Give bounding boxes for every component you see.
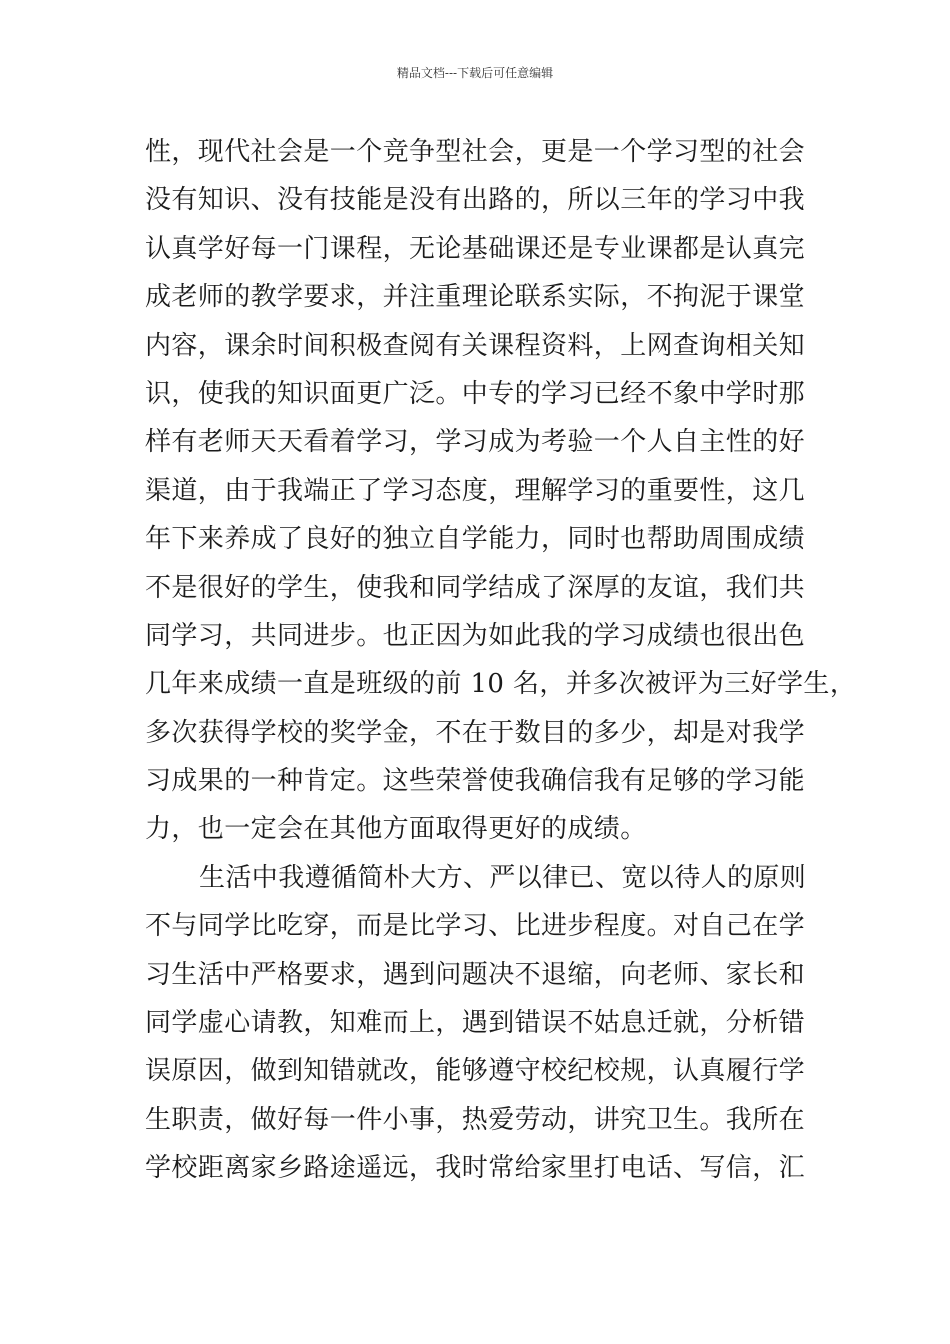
text-line-indented: 生活中我遵循简朴大方、严以律已、宽以待人的原则 xyxy=(199,862,807,893)
text-line: 性，现代社会是一个竞争型社会，更是一个学习型的社会 xyxy=(145,137,806,167)
paragraph-2 xyxy=(145,854,835,1193)
text-line: 多次获得学校的奖学金，不在于数目的多少，却是对我学 xyxy=(145,717,806,748)
text-line: 误原因，做到知错就改，能够遵守校纪校规，认真履行学 xyxy=(145,1056,806,1087)
text-line: 样有老师天天看着学习，学习成为考验一个人自主性的好 xyxy=(145,427,806,458)
text-line: 渠道，由于我端正了学习态度，理解学习的重要性，这几 xyxy=(145,475,806,506)
text-line: 不与同学比吃穿，而是比学习、比进步程度。对自己在学 xyxy=(145,911,806,942)
text-line: 几年来成绩一直是班级的前 10 名，并多次被评为三好学生， xyxy=(145,669,857,700)
text-line: 不是很好的学生，使我和同学结成了深厚的友谊，我们共 xyxy=(145,572,806,603)
text-line: 学校距离家乡路途遥远，我时常给家里打电话、写信，汇 xyxy=(145,1153,806,1184)
text-line: 习生活中严格要求，遇到问题决不退缩，向老师、家长和 xyxy=(145,959,806,990)
paragraph-1 xyxy=(145,128,857,854)
text-line: 同学习，共同进步。也正因为如此我的学习成绩也很出色 xyxy=(145,620,806,651)
text-line: 没有知识、没有技能是没有出路的，所以三年的学习中我 xyxy=(145,185,806,216)
text-line: 认真学好每一门课程，无论基础课还是专业课都是认真完 xyxy=(145,233,806,264)
text-line: 习成果的一种肯定。这些荣誉使我确信我有足够的学习能 xyxy=(145,766,806,797)
text-line: 生职责，做好每一件小事，热爱劳动，讲究卫生。我所在 xyxy=(145,1104,806,1135)
text-line: 同学虚心请教，知难而上，遇到错误不姑息迁就，分析错 xyxy=(145,1008,806,1039)
page-header: 精品文档---下载后可任意编辑 xyxy=(396,66,554,80)
text-line: 成老师的教学要求，并注重理论联系实际，不拘泥于课堂 xyxy=(145,282,806,313)
text-line: 内容，课余时间积极查阅有关课程资料，上网查询相关知 xyxy=(145,330,806,361)
text-line: 力，也一定会在其他方面取得更好的成绩。 xyxy=(145,814,647,845)
document-body xyxy=(145,128,857,1193)
text-line: 年下来养成了良好的独立自学能力，同时也帮助周围成绩 xyxy=(145,524,806,555)
text-line: 识，使我的知识面更广泛。中专的学习已经不象中学时那 xyxy=(145,378,806,409)
